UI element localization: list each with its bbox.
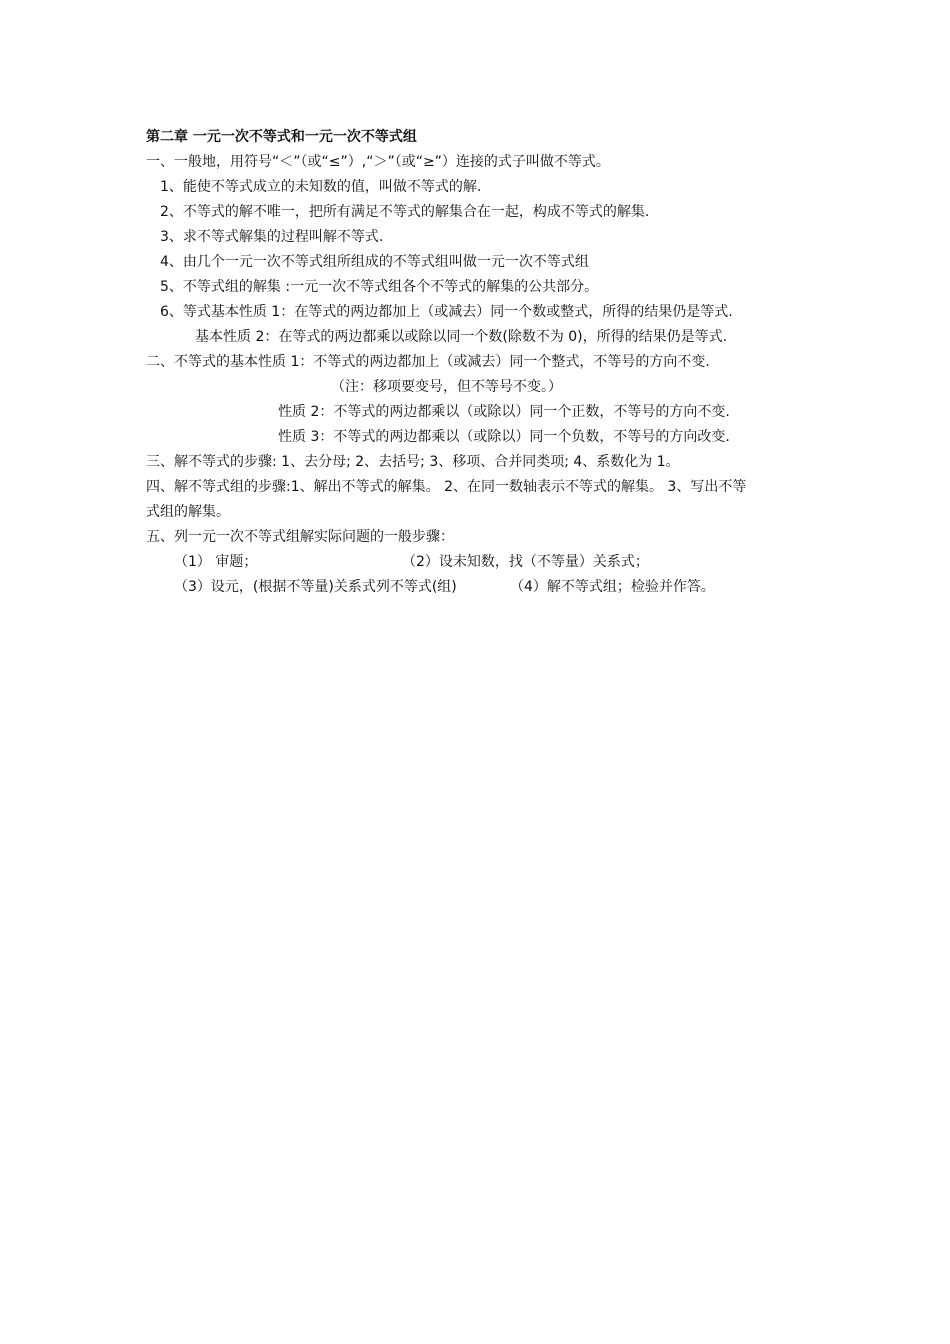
section5-step-3: （3）设元，(根据不等量)关系式列不等式(组) [174,579,457,595]
section1-item-2: 2、不等式的解不唯一，把所有满足不等式的解集合在一起，构成不等式的解集. [160,204,650,220]
section1-intro: 一、一般地，用符号“＜”（或“≤”）,“＞”（或“≥”）连接的式子叫做不等式。 [146,154,610,170]
section2-property-3: 性质 3：不等式的两边都乘以（或除以）同一个负数，不等号的方向改变. [278,429,730,445]
section1-item-3: 3、求不等式解集的过程叫解不等式. [160,229,384,245]
section1-item-4: 4、由几个一元一次不等式组所组成的不等式组叫做一元一次不等式组 [160,254,589,270]
section5-step-1: （1） 审题； [174,554,258,570]
section5-step-2: （2）设未知数，找（不等量）关系式； [402,554,649,570]
section1-item-1: 1、能使不等式成立的未知数的值，叫做不等式的解. [160,179,482,195]
chapter-title: 第二章 一元一次不等式和一元一次不等式组 [146,129,417,145]
section5-step-4: （4）解不等式组；检验并作答。 [510,579,715,595]
section4-line-1: 四、解不等式组的步骤:1、解出不等式的解集。 2、在同一数轴表示不等式的解集。 3、写出不等 [146,479,747,495]
section1-property-2: 基本性质 2：在等式的两边都乘以或除以同一个数(除数不为 0)，所得的结果仍是等式. [195,329,728,345]
section2-property-2: 性质 2：不等式的两边都乘以（或除以）同一个正数，不等号的方向不变. [278,404,730,420]
section2-intro: 二、不等式的基本性质 1：不等式的两边都加上（或减去）同一个整式，不等号的方向不变. [146,354,710,370]
section2-note: （注：移项要变号，但不等号不变。） [331,379,562,395]
section5-intro: 五、列一元一次不等式组解实际问题的一般步骤： [146,529,454,545]
section1-item-6: 6、等式基本性质 1：在等式的两边都加上（或减去）同一个数或整式，所得的结果仍是等式. [160,304,733,320]
section3-steps: 三、解不等式的步骤: 1、去分母; 2、去括号; 3、移项、合并同类项; 4、系数化为 1。 [146,454,680,470]
section1-item-5: 5、不等式组的解集 :一元一次不等式组各个不等式的解集的公共部分。 [160,279,599,295]
section4-line-2: 式组的解集。 [146,504,230,520]
